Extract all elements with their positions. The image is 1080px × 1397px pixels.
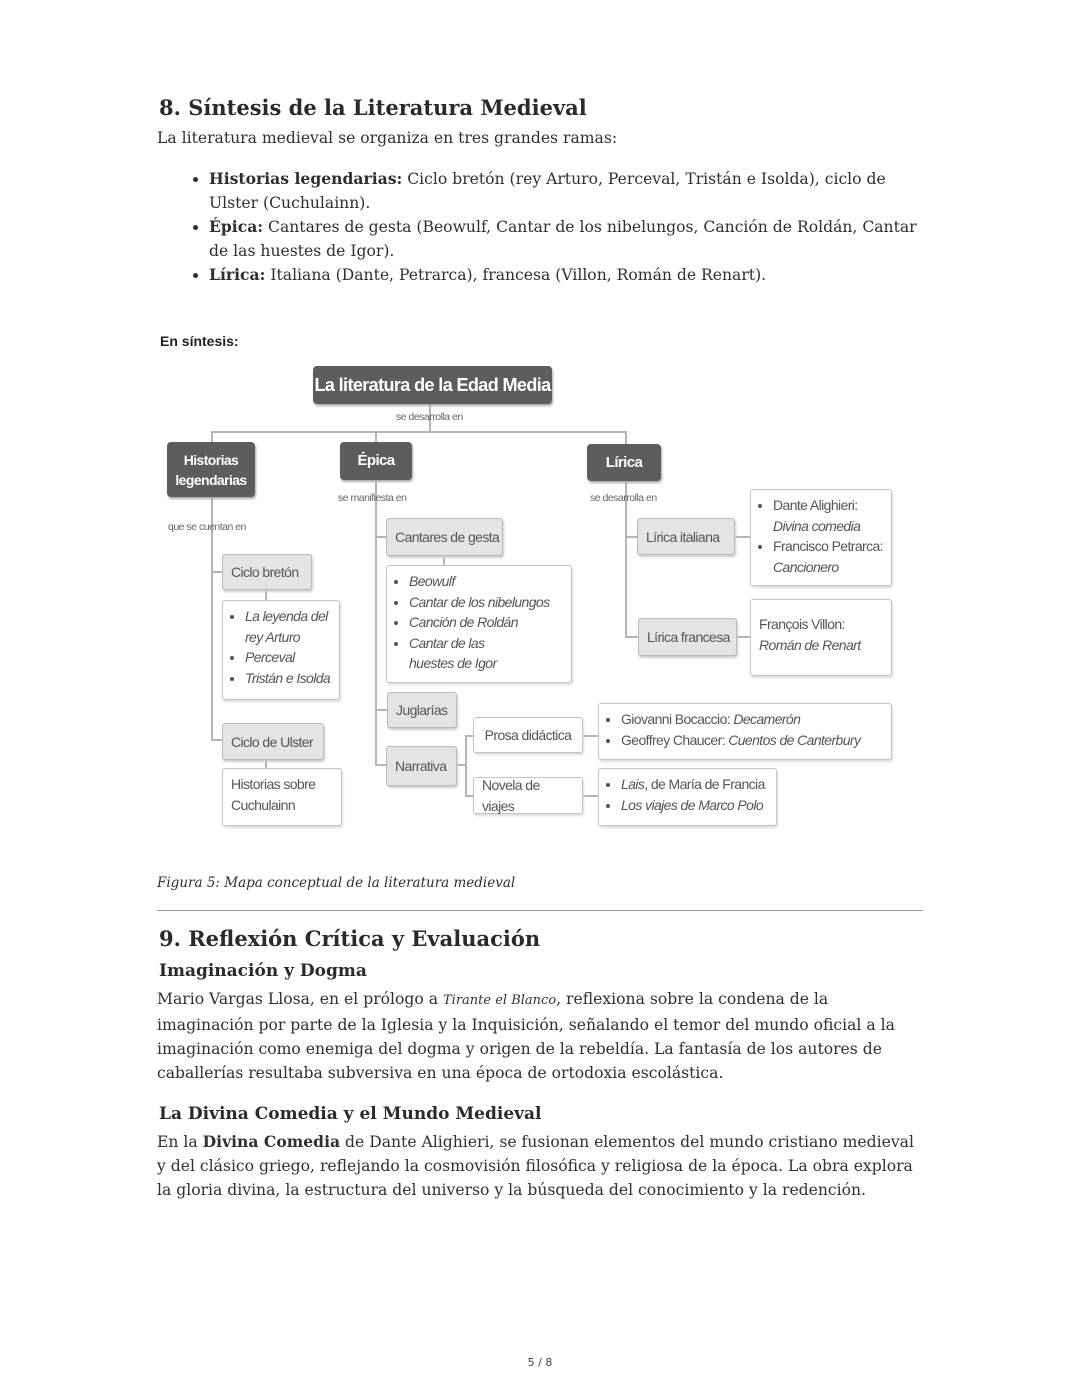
work: Román de Renart (759, 636, 861, 653)
list-text: Italiana (Dante, Petrarca), francesa (Villon, Román de Renart). (265, 266, 767, 284)
list-item (621, 795, 768, 816)
novela-list (598, 768, 777, 826)
text: de Dante Alighieri, se fusionan elementos del mundo cristiano medieval y del clásico griego, reflejando la cosmovisión filosófica y religiosa de la época. La obra explora la gloria divina, la estructura del universo y la búsqueda del conocimiento y la redención. (157, 1133, 914, 1199)
text: Mario Vargas Llosa, en el prólogo a (157, 990, 443, 1008)
prosa-list (598, 703, 892, 760)
work: Cuentos de Canterbury (728, 731, 861, 748)
list-item: • Beowulf (409, 571, 563, 592)
list-item: • Cantar de los nibelungos (409, 592, 563, 613)
bold-title: Divina Comedia (202, 1132, 341, 1151)
divider (157, 910, 923, 911)
list-text: Cantares de gesta (Beowulf, Cantar de los nibelungos, Canción de Roldán, Cantar de las huestes de Igor). (209, 218, 917, 260)
author: Giovanni Bocaccio: (621, 711, 734, 727)
link-label: se desarrolla en (590, 492, 657, 504)
link-label: que se cuentan en (168, 521, 246, 533)
node-lirica-italiana: Lírica italiana (637, 518, 735, 555)
node-prosa: Prosa didáctica (473, 717, 583, 753)
work: Cancionero (773, 558, 839, 575)
page-number: 5 / 8 (527, 1356, 553, 1369)
list-item: • Cantar de las huestes de Igor (409, 633, 519, 674)
author: , de María de Francia (644, 776, 765, 792)
author: Francisco Petrarca: (773, 538, 883, 554)
node-epica: Épica (340, 442, 412, 480)
list-item (773, 536, 883, 577)
section-8-intro: La literatura medieval se organiza en tres grandes ramas: (157, 129, 618, 147)
work: Los viajes de Marco Polo (621, 796, 764, 813)
node-lirica: Lírica (587, 444, 661, 481)
work: Divina comedia (773, 517, 861, 534)
paragraph-divina-comedia (157, 1130, 927, 1202)
book-title: Tirante el Blanco (443, 993, 557, 1008)
node-historias: Historias legendarias (167, 442, 255, 497)
diagram-title: La literatura de la Edad Media (313, 366, 552, 404)
diagram-header: En síntesis: (160, 333, 239, 349)
list-item (773, 495, 883, 536)
text: En la (157, 1133, 203, 1151)
section-9-heading: 9. Reflexión Crítica y Evaluación (159, 926, 541, 951)
node-cantares: Cantares de gesta (386, 518, 503, 556)
list-item (621, 730, 883, 751)
author: François Villon: (759, 616, 845, 632)
author: Geoffrey Chaucer: (621, 731, 729, 748)
italiana-list (750, 489, 892, 586)
list-term: Épica: (209, 217, 264, 236)
figure-caption: Figura 5: Mapa conceptual de la literatura medieval (157, 875, 516, 891)
list-term: Historias legendarias: (209, 169, 403, 188)
link-label: se manifiesta en (338, 492, 407, 504)
node-lirica-francesa: Lírica francesa (638, 618, 737, 656)
paragraph-imaginacion (157, 987, 927, 1085)
francesa-box (750, 599, 892, 676)
list-item: • La leyenda del rey Arturo (245, 606, 331, 647)
node-ciclo-ulster: Ciclo de Ulster (222, 723, 324, 760)
list-item (621, 774, 768, 795)
cantares-list (386, 565, 572, 683)
breton-list (222, 600, 340, 700)
node-narrativa: Narrativa (386, 746, 457, 786)
link-label: se desarrolla en (396, 411, 463, 423)
author: Dante Alighieri: (773, 497, 858, 513)
node-novela: Novela de viajes (473, 777, 583, 814)
work: Decamerón (733, 711, 801, 727)
work: Lais (621, 776, 645, 792)
list-text: Ciclo bretón (rey Arturo, Perceval, Tristán e Isolda), ciclo de Ulster (Cuchulainn). (209, 170, 886, 212)
section-8-heading: 8. Síntesis de la Literatura Medieval (159, 95, 587, 120)
subheading-imaginacion: Imaginación y Dogma (159, 961, 367, 981)
list-item: • Tristán e Isolda (245, 668, 331, 689)
node-juglarias: Juglarías (387, 692, 457, 728)
node-ciclo-breton: Ciclo bretón (222, 554, 312, 590)
text: , reflexiona sobre la condena de la imaginación por parte de la Iglesia y la Inquisición, señalando el temor del mundo oficial a la imaginación como enemiga del dogma y origen de la rebeldía. La fantasía de los autores de caballerías resultaba subversiva en una época de ortodoxia escolástica. (157, 990, 895, 1082)
list-term: Lírica: (209, 265, 266, 284)
list-item: • Perceval (245, 647, 331, 668)
list-item (621, 709, 883, 730)
subheading-divina-comedia: La Divina Comedia y el Mundo Medieval (159, 1104, 542, 1124)
ulster-text: Historias sobre Cuchulainn (222, 768, 342, 826)
list-item: • Canción de Roldán (409, 612, 563, 633)
